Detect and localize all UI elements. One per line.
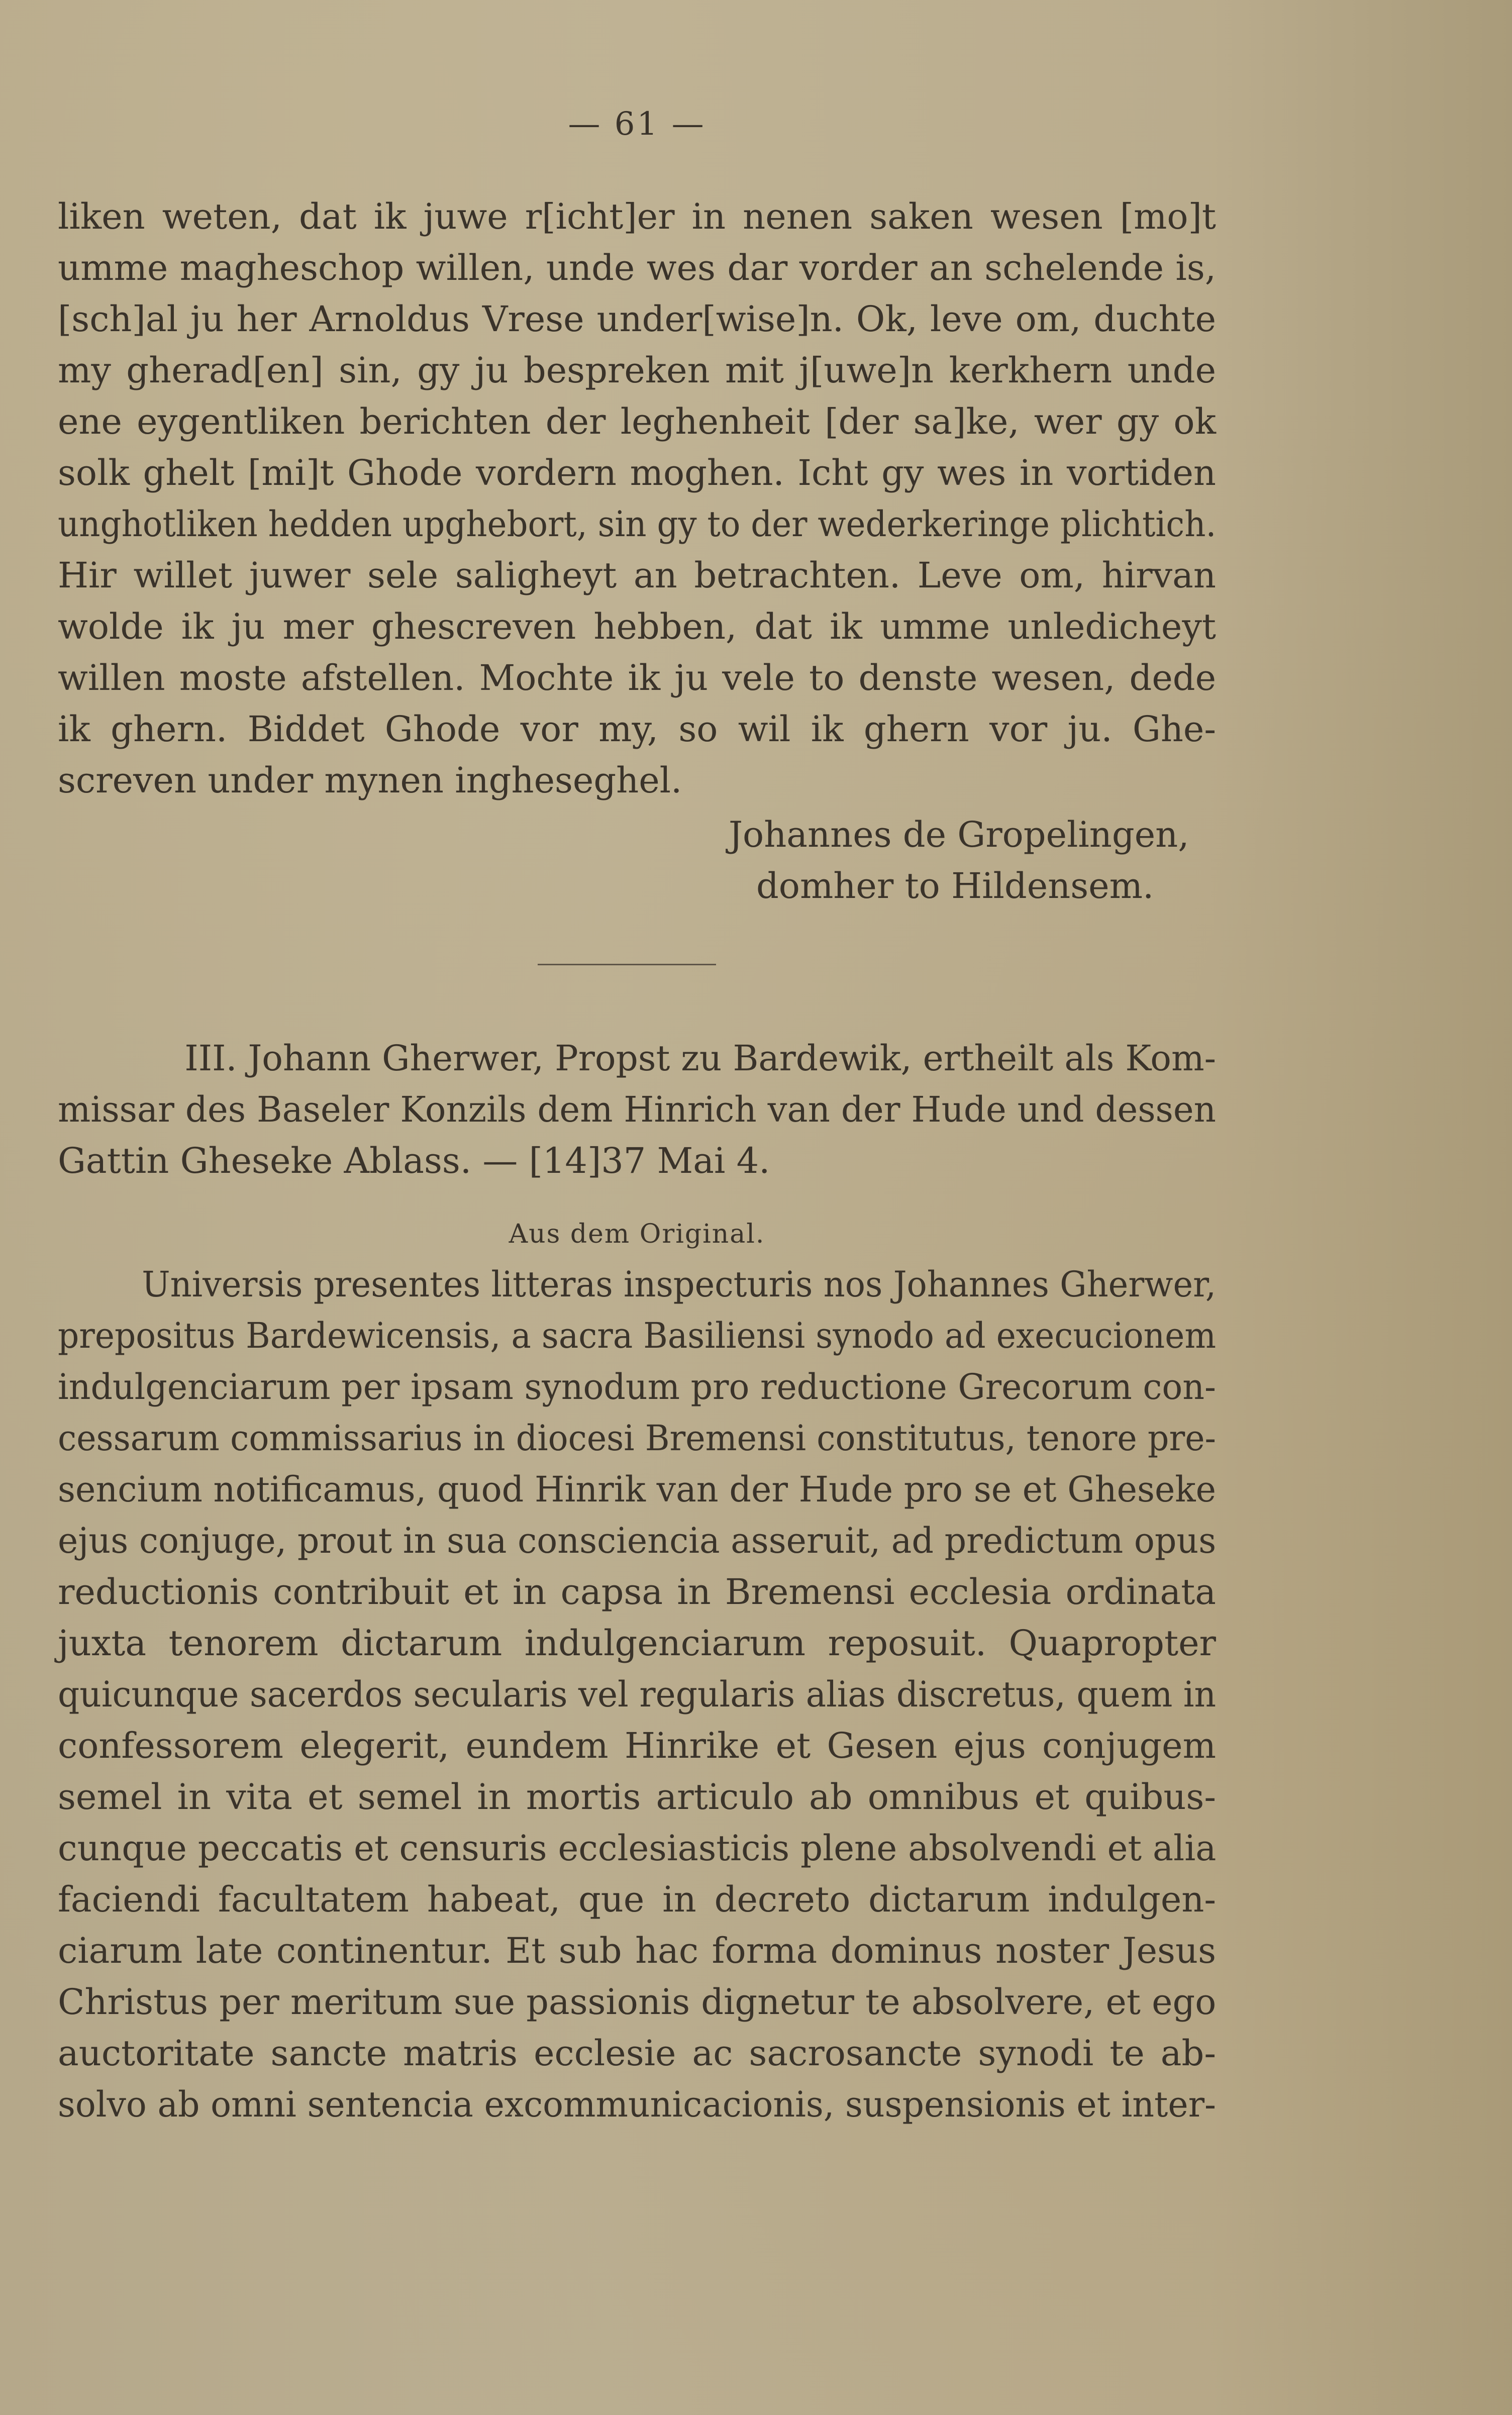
text-line: sencium notificamus, quod Hinrik van der Hude pro se et Gheseke — [58, 1469, 1216, 1510]
text-line: cessarum commissarius in diocesi Bremensi constitutus, tenore pre- — [58, 1418, 1216, 1459]
text-line: indulgenciarum per ipsam synodum pro reductione Grecorum con- — [58, 1366, 1216, 1407]
text-line: juxta tenorem dictarum indulgenciarum reposuit. Quapropter — [58, 1623, 1216, 1664]
text-line: faciendi facultatem habeat, que in decreto dictarum indulgen- — [58, 1879, 1216, 1920]
text-line: cunque peccatis et censuris ecclesiasticis plene absolvendi et alia — [58, 1828, 1217, 1869]
text-line: wolde ik ju mer ghescreven hebben, dat ik umme unledicheyt — [58, 606, 1216, 647]
page-number: — 61 — — [568, 106, 706, 143]
latin-text — [58, 1259, 1216, 2130]
signature-name: Johannes de Gropelingen, — [729, 814, 1189, 855]
text-line: Hir willet juwer sele saligheyt an betrachten. Leve om, hirvan — [58, 555, 1216, 596]
text-line: Universis presentes litteras inspecturis nos Johannes Gherwer, — [142, 1264, 1216, 1305]
text-line: willen moste afstellen. Mochte ik ju vele to denste wesen, dede — [58, 657, 1216, 698]
text-line: prepositus Bardewicensis, a sacra Basiliensi synodo ad execucionem — [58, 1315, 1216, 1356]
text-line: [sch]al ju her Arnoldus Vrese under[wise]n. Ok, leve om, duchte — [58, 298, 1216, 340]
text-line: reductionis contribuit et in capsa in Bremensi ecclesia ordinata — [58, 1571, 1216, 1613]
section-heading — [58, 1033, 1216, 1186]
text-line: ene eygentliken berichten der leghenheit [der sa]ke, wer gy ok — [58, 401, 1216, 442]
text-line: semel in vita et semel in mortis articulo ab omnibus et quibus- — [58, 1776, 1216, 1818]
text-line: quicunque sacerdos secularis vel regularis alias discretus, quem in — [58, 1674, 1217, 1715]
source-note: Aus dem Original. — [509, 1219, 765, 1249]
text-line: screven under mynen ingheseghel. — [58, 760, 682, 801]
text-line: ik ghern. Biddet Ghode vor my, so wil ik ghern vor ju. Ghe- — [58, 709, 1216, 750]
text-line: solvo ab omni sentencia excommunicacionis, suspensionis et inter- — [58, 2084, 1216, 2125]
text-line: ciarum late continentur. Et sub hac forma dominus noster Jesus — [58, 1930, 1216, 1971]
text-line: Christus per meritum sue passionis dignetur te absolvere, et ego — [58, 1981, 1217, 2023]
text-line: ejus conjuge, prout in sua consciencia asseruit, ad predictum opus — [58, 1520, 1217, 1561]
text-line: confessorem elegerit, eundem Hinrike et Gesen ejus conjugem — [58, 1725, 1216, 1766]
text-line: unghotliken hedden upghebort, sin gy to der wederkeringe plichtich. — [58, 504, 1217, 545]
signature-title: domher to Hildensem. — [756, 865, 1154, 907]
text-line: auctoritate sancte matris ecclesie ac sacrosancte synodi te ab- — [58, 2033, 1216, 2074]
section-divider — [538, 964, 716, 965]
letter-text — [58, 191, 1216, 806]
text-line: solk ghelt [mi]t Ghode vordern moghen. Icht gy wes in vortiden — [58, 452, 1216, 493]
heading-line: III. Johann Gherwer, Propst zu Bardewik, ertheilt als Kom- — [184, 1038, 1217, 1079]
text-line: my gherad[en] sin, gy ju bespreken mit j[uwe]n kerkhern unde — [58, 350, 1216, 391]
text-line: liken weten, dat ik juwe r[icht]er in nenen saken wesen [mo]t — [58, 196, 1216, 237]
heading-line: missar des Baseler Konzils dem Hinrich van der Hude und dessen — [58, 1089, 1216, 1130]
text-line: umme magheschop willen, unde wes dar vorder an schelende is, — [58, 247, 1216, 288]
heading-line: Gattin Gheseke Ablass. — [14]37 Mai 4. — [58, 1140, 770, 1181]
